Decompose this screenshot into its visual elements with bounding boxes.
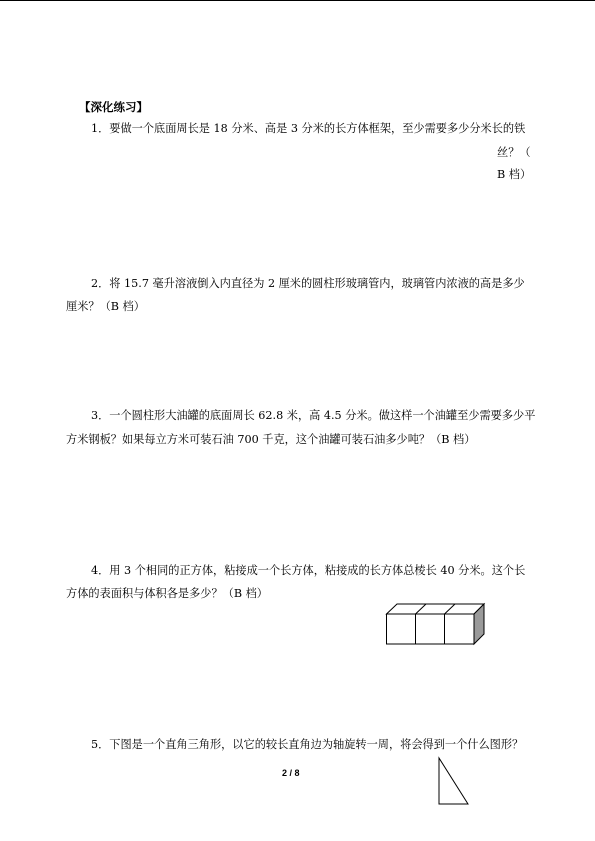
three-cubes-figure [385, 603, 487, 645]
problem-3-line-2: 方米钢板？如果每立方米可装石油 700 千克，这个油罐可装石油多少吨？（B 档） [66, 433, 476, 446]
right-triangle-figure [438, 757, 470, 805]
problem-2-line-1: 2．将 15.7 毫升溶液倒入内直径为 2 厘米的圆柱形玻璃管内，玻璃管内浓液的高是多少 [91, 277, 525, 290]
problem-4-line-2: 方体的表面积与体积各是多少？（B 档） [66, 587, 268, 600]
problem-2-line-2: 厘米？（B 档） [66, 300, 145, 313]
problem-1-line-1: 1．要做一个底面周长是 18 分米、高是 3 分米的长方体框架，至少需要多少分米长的铁 [91, 122, 526, 135]
cube-front-2 [416, 614, 445, 644]
cube-front-1 [387, 614, 416, 644]
problem-4-line-1: 4．用 3 个相同的正方体，粘接成一个长方体，粘接成的长方体总棱长 40 分米。这个长 [91, 564, 526, 577]
problem-1-line-3: B 档） [497, 168, 532, 181]
problem-3-line-1: 3．一个圆柱形大油罐的底面周长 62.8 米，高 4.5 分米。做这样一个油罐至少需要多少平 [91, 409, 536, 422]
cube-top-face [387, 604, 485, 614]
section-heading: 【深化练习】 [79, 100, 148, 114]
problem-5-line-1: 5．下图是一个直角三角形，以它的较长直角边为轴旋转一周，将会得到一个什么图形？ [91, 738, 524, 751]
page-number: 2 / 8 [282, 768, 300, 778]
problem-1-line-2: 丝？（ [497, 146, 531, 159]
page-top-rule [0, 0, 595, 1]
cube-front-3 [445, 614, 475, 644]
